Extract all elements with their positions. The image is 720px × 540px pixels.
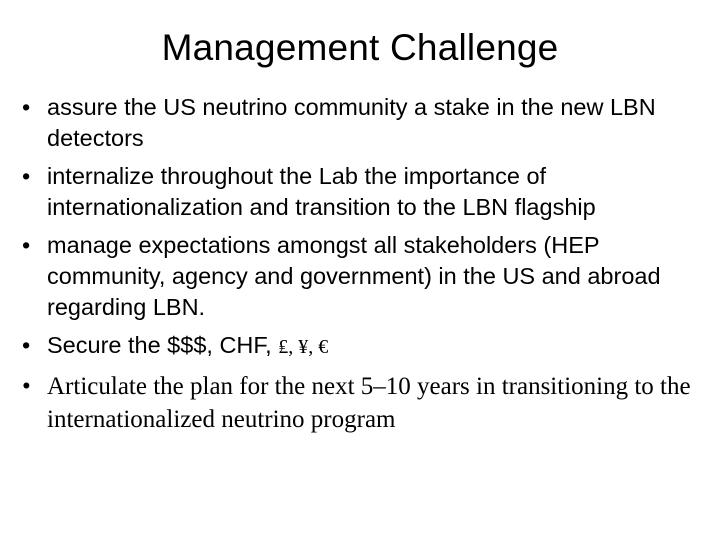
- bullet-item: [22, 161, 712, 223]
- bullet-text: Secure the $$$, CHF,: [47, 332, 279, 358]
- bullet-list: [22, 92, 712, 443]
- bullet-text: Articulate the plan for the next 5–10 years in transitioning to the internationalized neutrino program: [47, 373, 691, 433]
- bullet-item: [22, 92, 712, 154]
- bullet-marker: •: [22, 94, 31, 120]
- bullet-marker: •: [22, 163, 31, 189]
- bullet-marker: •: [22, 373, 31, 400]
- currency-symbols: ₤, ¥, €: [278, 336, 329, 358]
- slide-title: Management Challenge: [161, 27, 559, 68]
- bullet-text: internalize throughout the Lab the importance of internationalization and transition to the LBN flagship: [47, 163, 596, 220]
- bullet-marker: •: [22, 332, 31, 358]
- bullet-text: assure the US neutrino community a stake in the new LBN detectors: [47, 94, 656, 151]
- bullet-item: [22, 330, 712, 363]
- bullet-text: manage expectations amongst all stakeholders (HEP community, agency and government) in the US and abroad regarding LBN.: [47, 232, 661, 320]
- bullet-item: [22, 230, 712, 323]
- bullet-item: [22, 370, 712, 436]
- bullet-marker: •: [22, 232, 31, 258]
